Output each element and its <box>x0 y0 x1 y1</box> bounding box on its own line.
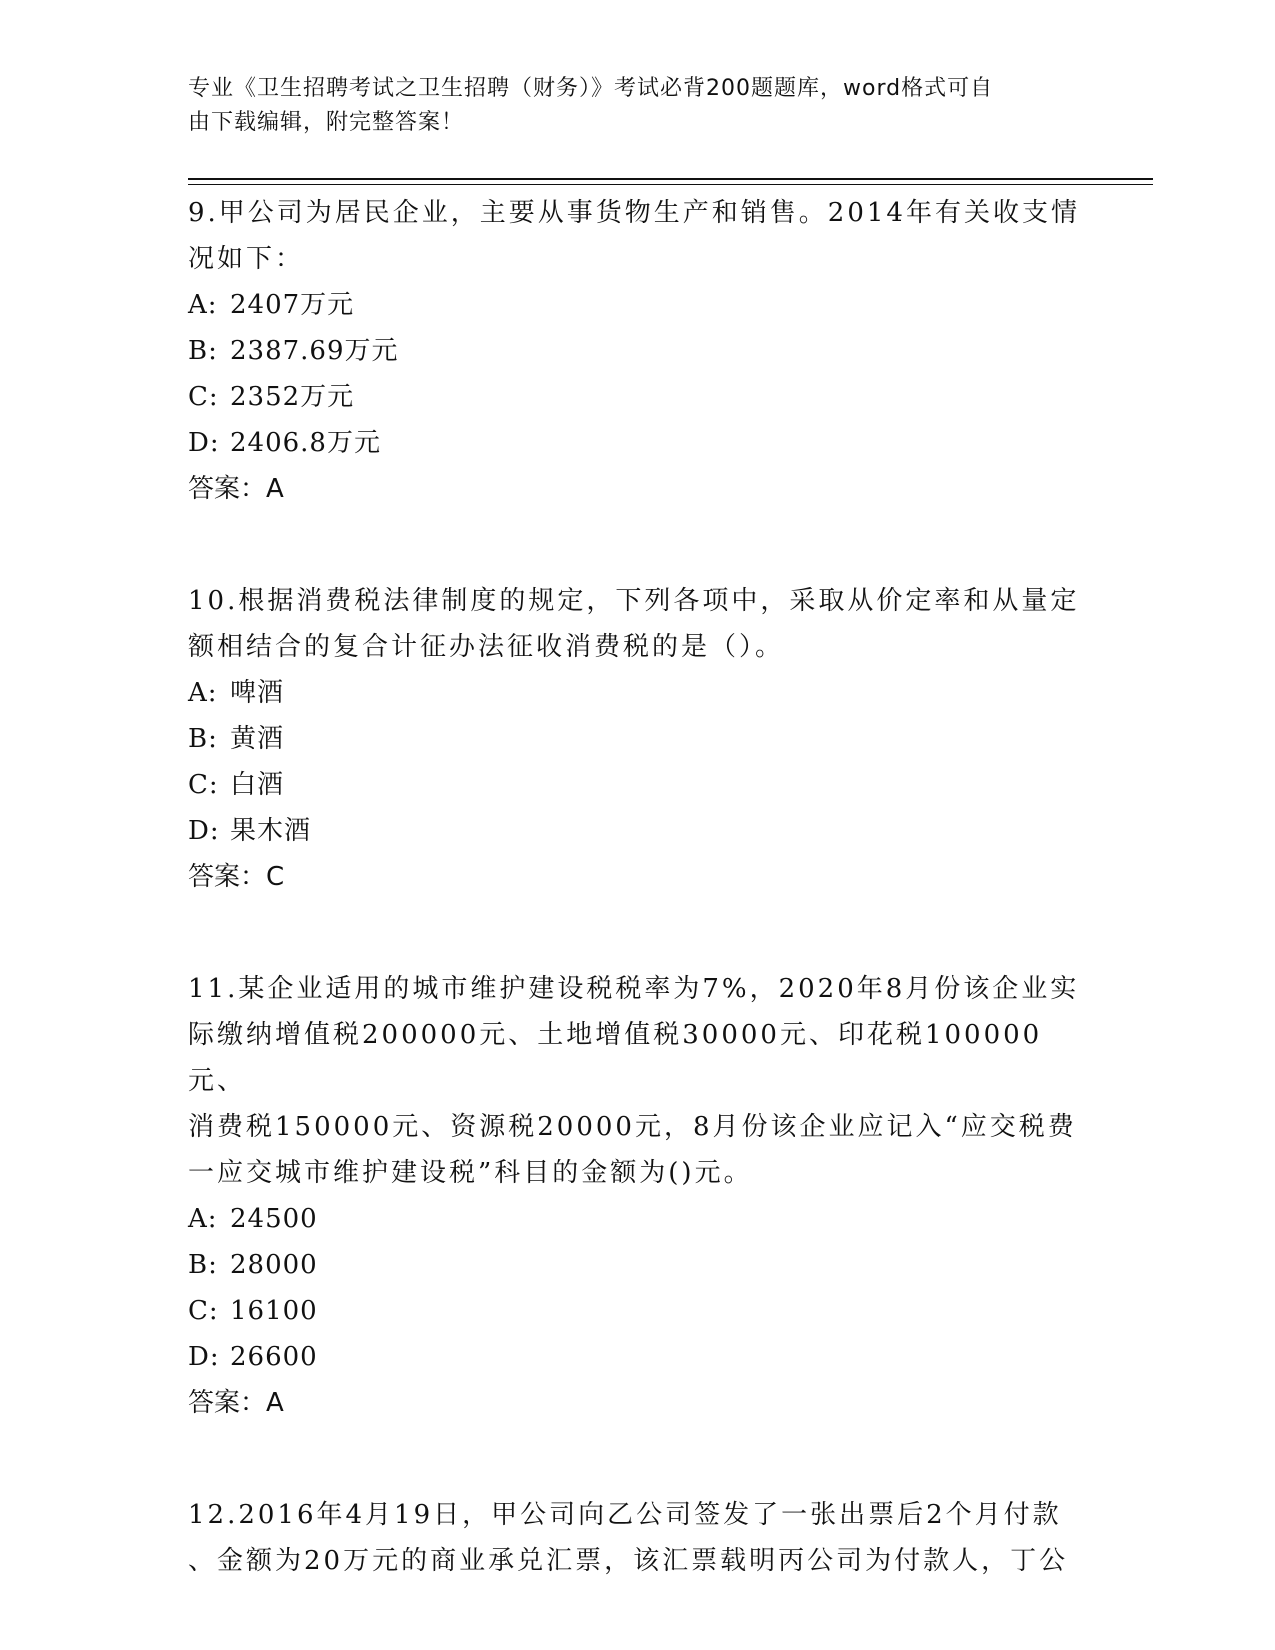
option-key: D: <box>188 428 220 458</box>
question-stem-line: 消费税150000元、资源税20000元，8月份该企业应记入“应交税费 <box>188 1112 1077 1142</box>
question-12 <box>188 1492 1088 1584</box>
option-key: C: <box>188 1296 219 1326</box>
question-gap <box>188 1426 1088 1492</box>
header-divider-thick <box>188 178 1153 180</box>
option-text: 16100 <box>230 1296 318 1326</box>
question-11 <box>188 966 1088 1426</box>
question-stem-line: 额相结合的复合计征办法征收消费税的是（）。 <box>188 632 785 662</box>
header-line-1: 专业《卫生招聘考试之卫生招聘（财务）》考试必背200题题库，word格式可自 <box>188 76 994 101</box>
question-stem-line: 10.根据消费税法律制度的规定，下列各项中，采取从价定率和从量定 <box>188 586 1080 616</box>
option-key: D: <box>188 816 220 846</box>
option-d <box>188 1334 1088 1380</box>
question-gap <box>188 900 1088 966</box>
question-stem-line: 12.2016年4月19日，甲公司向乙公司签发了一张出票后2个月付款 <box>188 1500 1062 1530</box>
option-key: A: <box>188 1204 218 1234</box>
option-key: B: <box>188 336 218 366</box>
option-text: 2387.69万元 <box>230 336 399 366</box>
option-key: B: <box>188 1250 218 1280</box>
option-b <box>188 1242 1088 1288</box>
option-text: 白酒 <box>230 770 285 800</box>
option-text: 2406.8万元 <box>230 428 381 458</box>
question-stem-line: 9.甲公司为居民企业，主要从事货物生产和销售。2014年有关收支情 <box>188 198 1080 228</box>
option-key: C: <box>188 770 219 800</box>
option-c <box>188 762 1088 808</box>
question-stem-line: 11.某企业适用的城市维护建设税税率为7%，2020年8月份该企业实 <box>188 974 1080 1004</box>
document-header <box>188 72 1068 140</box>
option-text: 28000 <box>230 1250 318 1280</box>
option-c <box>188 374 1088 420</box>
option-a <box>188 1196 1088 1242</box>
option-text: 24500 <box>230 1204 318 1234</box>
question-list <box>188 190 1088 1584</box>
option-d <box>188 420 1088 466</box>
option-text: 2352万元 <box>230 382 355 412</box>
question-10 <box>188 578 1088 900</box>
question-stem-line: 、金额为20万元的商业承兑汇票，该汇票载明丙公司为付款人，丁公 <box>188 1546 1069 1576</box>
option-c <box>188 1288 1088 1334</box>
answer-line: 答案：A <box>188 1388 284 1418</box>
option-key: D: <box>188 1342 220 1372</box>
option-key: A: <box>188 678 218 708</box>
option-a <box>188 670 1088 716</box>
option-key: C: <box>188 382 219 412</box>
option-text: 啤酒 <box>230 678 285 708</box>
question-9 <box>188 190 1088 512</box>
option-key: A: <box>188 290 218 320</box>
option-text: 26600 <box>230 1342 318 1372</box>
option-a <box>188 282 1088 328</box>
option-d <box>188 808 1088 854</box>
option-key: B: <box>188 724 218 754</box>
option-b <box>188 328 1088 374</box>
option-text: 果木酒 <box>230 816 312 846</box>
question-stem-line: 况如下： <box>188 244 305 274</box>
option-text: 黄酒 <box>230 724 285 754</box>
answer-line: 答案：A <box>188 474 284 504</box>
option-b <box>188 716 1088 762</box>
question-stem-line: 一应交城市维护建设税”科目的金额为()元。 <box>188 1158 753 1188</box>
option-text: 2407万元 <box>230 290 355 320</box>
question-stem-line: 际缴纳增值税200000元、土地增值税30000元、印花税100000元、 <box>188 1020 1043 1096</box>
question-gap <box>188 512 1088 578</box>
answer-line: 答案：C <box>188 862 285 892</box>
header-divider-thin <box>188 184 1153 185</box>
header-line-2: 由下载编辑，附完整答案！ <box>188 110 465 135</box>
